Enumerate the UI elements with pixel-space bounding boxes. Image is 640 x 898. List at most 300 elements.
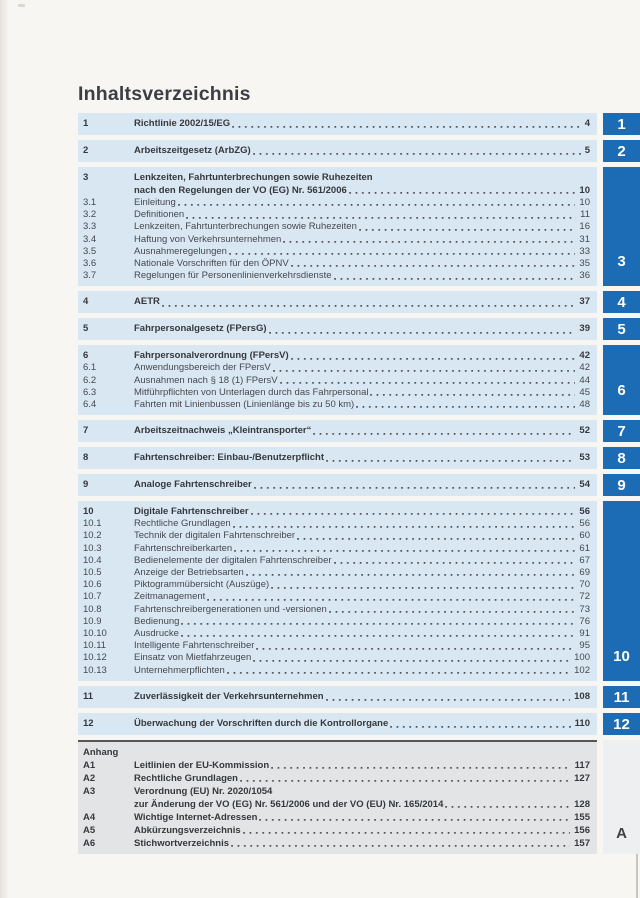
toc-band xyxy=(78,113,597,135)
entry-line xyxy=(134,295,590,309)
entry-number: 10.9 xyxy=(83,615,102,627)
entry-page: 54 xyxy=(579,479,590,491)
entry-number: 10.10 xyxy=(83,628,107,640)
toc-entry xyxy=(81,117,590,131)
entry-line xyxy=(134,209,590,221)
entry-number: 2 xyxy=(83,145,89,156)
toc-entry xyxy=(81,543,590,555)
section-tab-3 xyxy=(603,167,640,286)
entry-label: Anwendungsbereich der FPersV xyxy=(134,362,271,374)
entry-line xyxy=(134,349,590,362)
entry-page: 67 xyxy=(579,554,590,566)
entry-number: 6.1 xyxy=(83,362,97,374)
entry-number: 10.4 xyxy=(83,554,102,566)
entry-page: 69 xyxy=(579,567,590,579)
entry-label: Fahrtenschreiberkarten xyxy=(134,542,233,554)
dot-leader xyxy=(232,117,581,131)
toc-band xyxy=(78,740,597,854)
section-tab-9 xyxy=(603,474,640,496)
entry-content xyxy=(134,197,590,209)
entry-label: Piktogrammübersicht (Auszüge) xyxy=(134,579,270,591)
entry-label: Richtlinie 2002/15/EG xyxy=(134,118,231,129)
entry-content xyxy=(134,690,590,704)
entry-page: 48 xyxy=(579,399,590,411)
section-tab-7 xyxy=(603,420,640,442)
toc-entry xyxy=(81,604,590,616)
entry-label: nach den Regelungen der VO (EG) Nr. 561/2006 xyxy=(134,185,347,196)
entry-line xyxy=(134,171,590,184)
entry-number: 3.5 xyxy=(83,245,97,257)
entry-content xyxy=(134,567,590,579)
toc-entry xyxy=(81,144,590,158)
entry-line xyxy=(134,221,590,233)
entry-label: Fahrten mit Linienbussen (Linienlänge bis zu 50 km) xyxy=(134,399,355,411)
entry-line xyxy=(134,399,590,411)
toc-entry xyxy=(81,665,590,677)
entry-page: 155 xyxy=(574,811,590,823)
dot-leader xyxy=(178,197,576,209)
entry-line xyxy=(134,555,590,567)
entry-number: 9 xyxy=(83,479,89,491)
toc-entry xyxy=(81,811,590,824)
entry-number: 3.7 xyxy=(83,270,97,282)
entry-line xyxy=(134,811,590,824)
dot-leader xyxy=(334,270,576,282)
toc-entry xyxy=(81,246,590,258)
toc-block xyxy=(78,474,640,496)
dot-leader xyxy=(181,628,576,640)
toc-entry xyxy=(81,197,590,209)
dot-leader xyxy=(313,424,575,438)
section-tab-5 xyxy=(603,318,640,340)
entry-page: 42 xyxy=(579,350,590,362)
entry-label: Fahrtenschreibergenerationen und -versionen xyxy=(134,603,327,615)
section-tab-label: 9 xyxy=(617,477,626,495)
dot-leader xyxy=(227,665,570,677)
entry-number: 3.6 xyxy=(83,258,97,270)
entry-content xyxy=(134,399,590,411)
entry-line xyxy=(134,785,590,798)
entry-label: Lenkzeiten, Fahrtunterbrechungen sowie Ruhezeiten xyxy=(134,221,357,233)
entry-label: Ausnahmen nach § 18 (1) FPersV xyxy=(134,374,278,386)
entry-label: Einleitung xyxy=(134,197,176,208)
entry-line xyxy=(134,518,590,530)
entry-number: 4 xyxy=(83,296,89,308)
dot-leader xyxy=(233,518,576,530)
toc-entry xyxy=(81,579,590,591)
entry-label: Unternehmerpflichten xyxy=(134,664,225,676)
entry-content xyxy=(134,478,590,492)
section-tab-label: 12 xyxy=(613,715,630,733)
entry-page: 52 xyxy=(579,425,590,437)
toc-entry xyxy=(81,387,590,399)
entry-content xyxy=(134,717,590,731)
entry-line xyxy=(134,144,590,158)
entry-page: 10 xyxy=(579,185,590,196)
toc-entry xyxy=(81,362,590,374)
entry-page: 45 xyxy=(579,386,590,398)
section-tab-8 xyxy=(603,447,640,469)
entry-label: Fahrpersonalgesetz (FPersG) xyxy=(134,323,267,335)
toc-band xyxy=(78,501,597,681)
entry-page: 127 xyxy=(574,772,590,784)
section-tab-label: 10 xyxy=(613,647,630,665)
entry-content xyxy=(134,117,590,131)
entry-content xyxy=(134,387,590,399)
toc-band xyxy=(78,713,597,735)
toc-entry xyxy=(81,505,590,518)
section-tab-label: 4 xyxy=(617,294,626,312)
entry-number: 10.7 xyxy=(83,591,102,603)
entry-page: 16 xyxy=(579,221,590,233)
entry-content xyxy=(134,604,590,616)
entry-label: Arbeitszeitgesetz (ArbZG) xyxy=(134,145,251,156)
entry-page: 157 xyxy=(574,837,590,849)
entry-content xyxy=(134,824,590,837)
section-tab-label: 11 xyxy=(613,688,630,706)
dot-leader xyxy=(329,604,576,616)
entry-line xyxy=(134,640,590,652)
toc-block xyxy=(78,447,640,469)
section-tab-label: 5 xyxy=(617,321,626,339)
section-tab-label: A xyxy=(616,824,627,842)
entry-content xyxy=(134,144,590,158)
entry-line xyxy=(134,628,590,640)
toc-entry xyxy=(81,690,590,704)
entry-page: 108 xyxy=(574,690,590,702)
entry-page: 73 xyxy=(579,603,590,615)
entry-line xyxy=(134,567,590,579)
entry-number: 6 xyxy=(83,350,89,362)
entry-content xyxy=(134,362,590,374)
dot-leader xyxy=(253,144,581,158)
entry-label: Technik der digitalen Fahrtenschreiber xyxy=(134,530,296,542)
entry-page: 53 xyxy=(579,452,590,464)
entry-label: Digitale Fahrtenschreiber xyxy=(134,506,249,518)
section-tab-10 xyxy=(603,501,640,681)
entry-number: A6 xyxy=(83,837,96,849)
entry-page: 56 xyxy=(579,518,590,530)
entry-number: 10.1 xyxy=(83,518,102,530)
entry-content xyxy=(134,652,590,664)
toc-entry xyxy=(81,270,590,282)
dot-leader xyxy=(256,640,575,652)
entry-label: Bedienelemente der digitalen Fahrtenschreiber xyxy=(134,554,332,566)
entry-number: 10.13 xyxy=(83,664,107,676)
dot-leader xyxy=(253,652,570,664)
section-tab-label: 2 xyxy=(617,143,626,160)
toc-entry xyxy=(81,295,590,309)
section-tab-12 xyxy=(603,713,640,735)
entry-line xyxy=(134,322,590,336)
toc-block xyxy=(78,291,640,313)
entry-page: 33 xyxy=(579,245,590,257)
toc-entry xyxy=(81,451,590,465)
section-tab-label: 3 xyxy=(617,253,626,271)
entry-line xyxy=(134,579,590,591)
dot-leader xyxy=(186,209,576,221)
entry-number: 6.4 xyxy=(83,399,97,411)
entry-page: 76 xyxy=(579,615,590,627)
dot-leader xyxy=(246,567,576,579)
entry-label: Wichtige Internet-Adressen xyxy=(134,811,258,823)
entry-page: 11 xyxy=(580,209,590,221)
entry-number: 10.11 xyxy=(83,640,107,652)
entry-line xyxy=(134,652,590,664)
entry-page: 37 xyxy=(579,296,590,308)
entry-label: Überwachung der Vorschriften durch die Kontrollorgane xyxy=(134,717,389,729)
entry-content xyxy=(134,295,590,309)
toc-entry xyxy=(81,518,590,530)
dot-leader xyxy=(259,811,570,824)
toc-band xyxy=(78,686,597,708)
toc-entry xyxy=(81,258,590,270)
entry-number: 6.3 xyxy=(83,386,97,398)
entry-label: Rechtliche Grundlagen xyxy=(134,772,238,784)
entry-label: Fahrtenschreiber: Einbau-/Benutzerpflicht xyxy=(134,452,325,464)
entry-content xyxy=(134,375,590,387)
entry-number: 3 xyxy=(83,172,89,183)
entry-number: A1 xyxy=(83,759,96,771)
dot-leader xyxy=(231,837,570,850)
entry-content xyxy=(134,579,590,591)
dot-leader xyxy=(283,234,575,246)
toc-page xyxy=(78,84,640,854)
toc-block xyxy=(78,345,640,415)
dot-leader xyxy=(390,717,570,731)
entry-line xyxy=(134,258,590,270)
entry-line xyxy=(134,375,590,387)
toc-entry xyxy=(81,171,590,197)
section-tab-2 xyxy=(603,140,640,162)
entry-number: 12 xyxy=(83,717,94,729)
dot-leader xyxy=(271,579,575,591)
entry-page: 72 xyxy=(579,591,590,603)
entry-line xyxy=(134,772,590,785)
dot-leader xyxy=(349,184,576,197)
entry-number: A2 xyxy=(83,772,96,784)
entry-number: 10.12 xyxy=(83,652,107,664)
toc-block xyxy=(78,686,640,708)
entry-label: Stichwortverzeichnis xyxy=(134,837,230,849)
dot-leader xyxy=(326,690,571,704)
toc-entry xyxy=(81,746,590,759)
entry-content xyxy=(134,837,590,850)
toc-entry xyxy=(81,824,590,837)
toc-block xyxy=(78,740,640,854)
toc-entry xyxy=(81,837,590,850)
entry-label: Fahrpersonalverordnung (FPersV) xyxy=(134,350,289,362)
entry-content xyxy=(134,424,590,438)
entry-page: 102 xyxy=(574,664,590,676)
table-of-contents xyxy=(78,113,640,854)
entry-number: 10.6 xyxy=(83,579,102,591)
entry-label: Rechtliche Grundlagen xyxy=(134,518,231,530)
dot-leader xyxy=(334,555,576,567)
dot-leader xyxy=(234,543,575,555)
entry-page: 61 xyxy=(579,542,590,554)
entry-number: 3.2 xyxy=(83,209,97,221)
entry-label: Nationale Vorschriften für den ÖPNV xyxy=(134,258,289,270)
entry-line xyxy=(134,665,590,677)
section-tab-a xyxy=(603,740,640,854)
entry-label: Regelungen für Personenlinienverkehrsdienste xyxy=(134,270,332,282)
entry-number: 10 xyxy=(83,506,94,518)
entry-page: 42 xyxy=(579,362,590,374)
page-right-edge xyxy=(636,851,638,898)
entry-number: 10.3 xyxy=(83,542,102,554)
toc-entry xyxy=(81,424,590,438)
entry-label: Definitionen xyxy=(134,209,185,221)
entry-number: 6.2 xyxy=(83,374,97,386)
entry-label: AETR xyxy=(134,296,160,308)
entry-number: 10.2 xyxy=(83,530,102,542)
entry-line xyxy=(134,824,590,837)
entry-line xyxy=(134,530,590,542)
entry-line xyxy=(134,246,590,258)
toc-entry xyxy=(81,555,590,567)
entry-page: 39 xyxy=(579,323,590,335)
dot-leader xyxy=(445,798,570,811)
entry-page: 36 xyxy=(579,270,590,282)
dot-leader xyxy=(273,362,576,374)
entry-content xyxy=(134,746,590,759)
entry-number: 5 xyxy=(83,323,89,335)
section-tab-1 xyxy=(603,113,640,135)
entry-label: Ausdrucke xyxy=(134,628,179,640)
entry-number: A4 xyxy=(83,811,96,823)
entry-label: zur Änderung der VO (EG) Nr. 561/2006 und der VO (EU) Nr. 165/2014 xyxy=(134,798,444,810)
entry-content xyxy=(134,665,590,677)
toc-block xyxy=(78,113,640,135)
dot-leader xyxy=(297,530,575,542)
dot-leader xyxy=(207,591,575,603)
dot-leader xyxy=(181,616,575,628)
entry-content xyxy=(134,234,590,246)
entry-number: 3.3 xyxy=(83,221,97,233)
toc-entry xyxy=(81,567,590,579)
entry-line xyxy=(134,505,590,518)
toc-band xyxy=(78,291,597,313)
entry-page: 60 xyxy=(579,530,590,542)
entry-content xyxy=(134,785,590,811)
entry-line xyxy=(134,837,590,850)
section-tab-11 xyxy=(603,686,640,708)
entry-number: 8 xyxy=(83,452,89,464)
entry-label: Haftung von Verkehrsunternehmen xyxy=(134,233,282,245)
entry-line xyxy=(134,604,590,616)
toc-block xyxy=(78,318,640,340)
toc-entry xyxy=(81,209,590,221)
entry-label: Leitlinien der EU-Kommission xyxy=(134,759,270,771)
entry-line xyxy=(134,591,590,603)
entry-content xyxy=(134,349,590,362)
entry-content xyxy=(134,258,590,270)
toc-entry xyxy=(81,234,590,246)
entry-content xyxy=(134,209,590,221)
toc-entry xyxy=(81,221,590,233)
entry-label: Einsatz von Mietfahrzeugen xyxy=(134,652,252,664)
toc-entry xyxy=(81,530,590,542)
dot-leader xyxy=(291,258,576,270)
entry-content xyxy=(134,246,590,258)
entry-line xyxy=(134,387,590,399)
entry-content xyxy=(134,518,590,530)
toc-entry xyxy=(81,591,590,603)
dot-leader xyxy=(254,478,576,492)
dot-leader xyxy=(326,451,575,465)
entry-label: Abkürzungsverzeichnis xyxy=(134,824,241,836)
page-left-shadow xyxy=(0,0,9,898)
toc-entry xyxy=(81,772,590,785)
entry-line xyxy=(134,197,590,209)
toc-block xyxy=(78,140,640,162)
entry-content xyxy=(134,543,590,555)
toc-entry xyxy=(81,717,590,731)
toc-entry xyxy=(81,785,590,811)
toc-entry xyxy=(81,616,590,628)
entry-page: 156 xyxy=(574,824,590,836)
dot-leader xyxy=(251,505,576,518)
dot-leader xyxy=(243,824,571,837)
section-tab-label: 8 xyxy=(617,450,626,468)
toc-band xyxy=(78,420,597,442)
entry-label: Ausnahmeregelungen xyxy=(134,245,227,257)
entry-page: 70 xyxy=(579,579,590,591)
entry-label: Anzeige der Betriebsarten xyxy=(134,567,244,579)
entry-page: 95 xyxy=(579,640,590,652)
dot-leader xyxy=(359,221,576,233)
toc-entry xyxy=(81,478,590,492)
toc-band xyxy=(78,167,597,286)
toc-band xyxy=(78,345,597,415)
entry-content xyxy=(134,505,590,518)
toc-band xyxy=(78,318,597,340)
toc-band xyxy=(78,447,597,469)
entry-label: Zuverlässigkeit der Verkehrsunternehmen xyxy=(134,690,324,702)
entry-content xyxy=(134,772,590,785)
entry-content xyxy=(134,221,590,233)
scan-speck xyxy=(18,4,25,7)
section-tab-label: 1 xyxy=(617,116,626,133)
entry-label: Zeitmanagement xyxy=(134,591,206,603)
toc-block xyxy=(78,420,640,442)
section-tab-label: 7 xyxy=(617,423,626,441)
entry-content xyxy=(134,628,590,640)
entry-label: Lenkzeiten, Fahrtunterbrechungen sowie Ruhezeiten xyxy=(134,172,373,183)
section-tab-6 xyxy=(603,345,640,415)
entry-page: 91 xyxy=(579,628,590,640)
toc-entry xyxy=(81,628,590,640)
toc-entry xyxy=(81,375,590,387)
entry-content xyxy=(134,270,590,282)
toc-entry xyxy=(81,322,590,336)
entry-label: Verordnung (EU) Nr. 2020/1054 xyxy=(134,785,273,797)
entry-page: 31 xyxy=(579,233,590,245)
entry-line xyxy=(134,234,590,246)
entry-number: 3.4 xyxy=(83,233,97,245)
entry-page: 110 xyxy=(574,717,590,729)
dot-leader xyxy=(291,349,576,362)
entry-page: 117 xyxy=(574,759,590,771)
entry-label: Bedienung xyxy=(134,615,180,627)
toc-band xyxy=(78,474,597,496)
entry-content xyxy=(134,759,590,772)
entry-line xyxy=(134,184,590,197)
entry-line xyxy=(134,717,590,731)
entry-number: Anhang xyxy=(83,746,119,758)
page-title: Inhaltsverzeichnis xyxy=(78,83,251,105)
